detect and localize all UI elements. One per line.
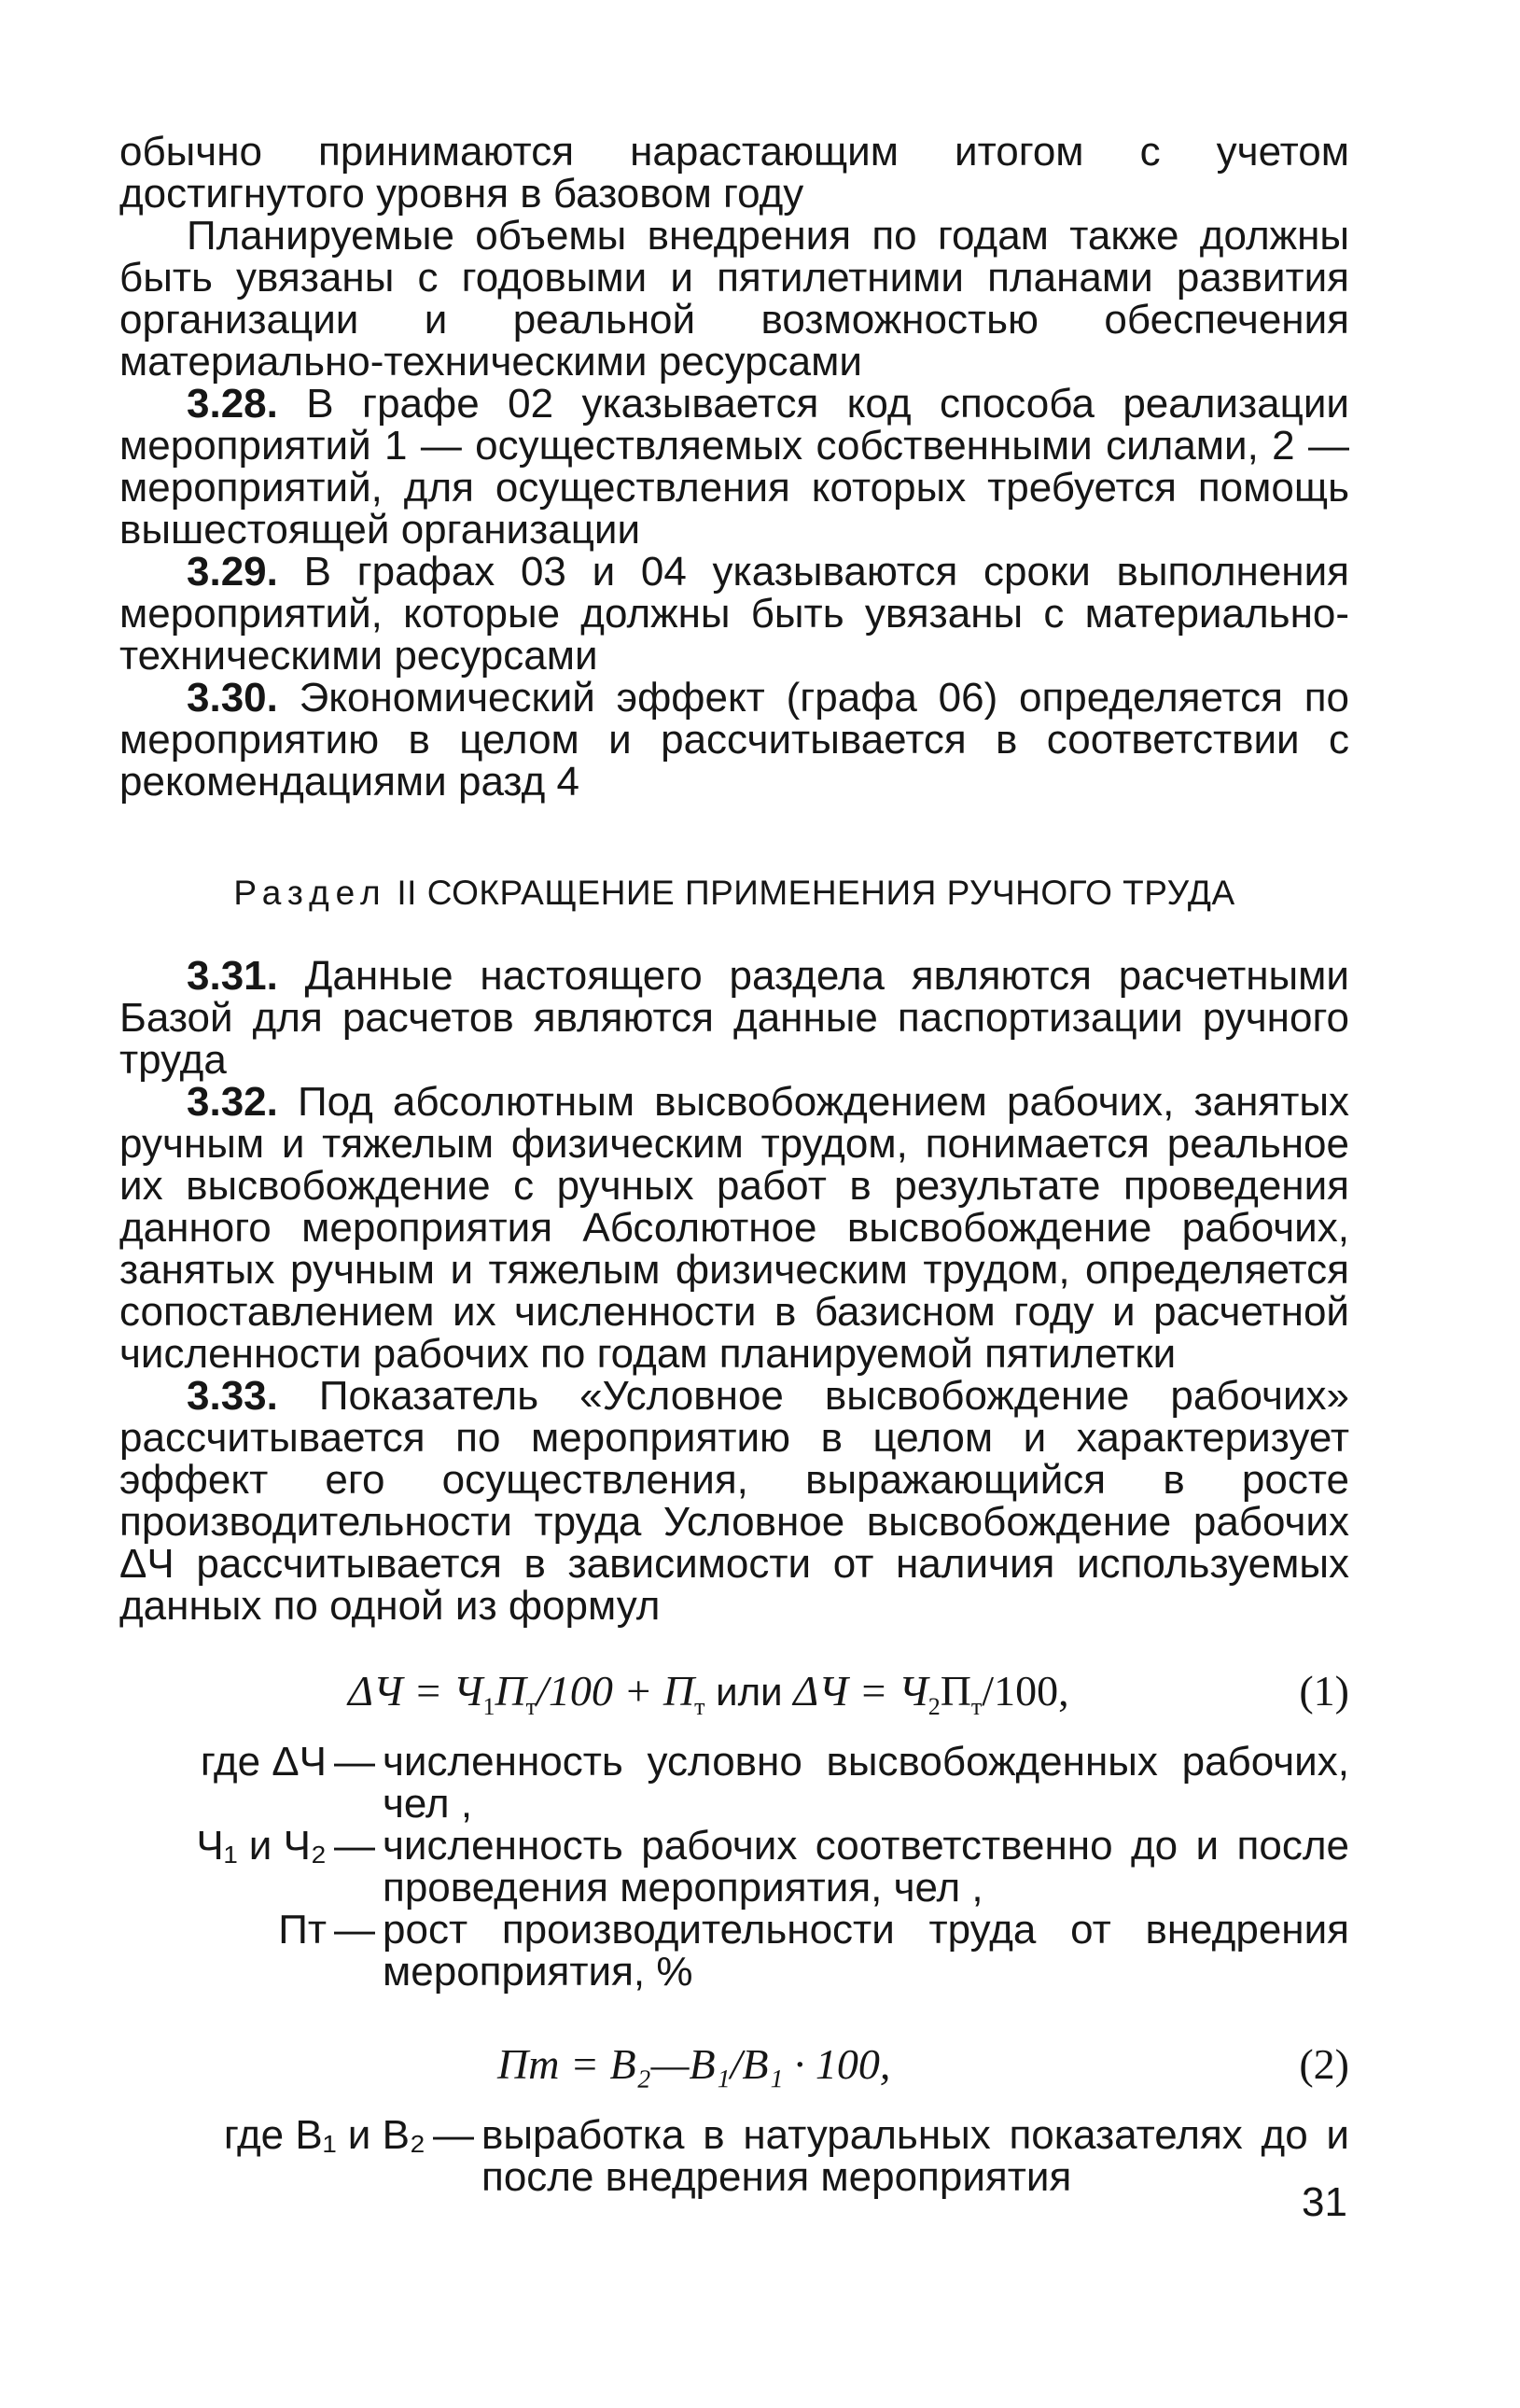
- section-prefix: Раздел: [233, 874, 387, 912]
- section-number: II: [386, 874, 427, 912]
- definition-text: численность рабочих соответственно до и после проведения мероприятия, чел ,: [383, 1823, 1349, 1911]
- clause-number: 3.29.: [187, 549, 278, 595]
- section-heading: [119, 872, 1349, 914]
- paragraph-text: Показатель «Условное высвобождение рабочих» рассчитывается по мероприятию в целом и характеризует эффект его осуществления, выражающийся в росте производительности труда Условное высвобождение рабочих ΔЧ рассчитывается в зависимости от наличия используемых данных по одной из формул: [119, 1373, 1349, 1629]
- paragraph-3-32: [119, 1081, 1349, 1375]
- clause-number: 3.32.: [187, 1079, 278, 1125]
- paragraph-3-28: [119, 383, 1349, 551]
- paragraph-text: В графе 02 указывается код способа реализации мероприятий 1 — осуществляемых собственными силами, 2 — мероприятий, для осуществления которых требуется помощь вышестоящей организации: [119, 381, 1349, 553]
- clause-number: 3.30.: [187, 675, 278, 721]
- definition-text: численность условно высвобожденных рабочих, чел ,: [383, 1739, 1349, 1827]
- paragraph-3-33: [119, 1375, 1349, 1627]
- formula-2-definitions: [146, 2114, 1349, 2198]
- paragraph-text: Экономический эффект (графа 06) определяется по мероприятию в целом и рассчитывается в соответствии с рекомендациями разд 4: [119, 675, 1349, 805]
- formula-1-expression: $\Delta Ч = Ч_1П_т/100 + П_т$ или $\Delta Ч = Ч_2П_т/100$,: [348, 1667, 1069, 1721]
- paragraph-3-30: [119, 677, 1349, 803]
- clause-number: 3.33.: [187, 1373, 278, 1419]
- paragraph-planned-volumes: Планируемые объемы внедрения по годам также должны быть увязаны с годовыми и пятилетними планами развития организации и реальной возможностью обеспечения материально-техническими ресурсами: [119, 213, 1349, 385]
- definition-row: где ΔЧ — численность условно высвобожденных рабочих, чел ,: [119, 1741, 1349, 1825]
- formula-1: [119, 1664, 1349, 1722]
- definition-term: Пт: [278, 1907, 327, 1953]
- page-number: 31: [1302, 2179, 1347, 2225]
- paragraph-text: В графах 03 и 04 указываются сроки выполнения мероприятий, которые должны быть увязаны с материально-техническими ресурсами: [119, 549, 1349, 679]
- section-title: СОКРАЩЕНИЕ ПРИМЕНЕНИЯ РУЧНОГО ТРУДА: [426, 874, 1235, 912]
- definition-row: где В₁ и В₂ — выработка в натуральных показателях до и после внедрения мероприятия: [146, 2114, 1349, 2198]
- paragraph-continuation: обычно принимаются нарастающим итогом с учетом достигнутого уровня в базовом году: [119, 129, 1349, 217]
- definition-row: Пт — рост производительности труда от внедрения мероприятия, %: [119, 1909, 1349, 1993]
- document-page: [119, 131, 1349, 2198]
- definition-text: рост производительности труда от внедрения мероприятия, %: [383, 1907, 1349, 1995]
- formula-2: [119, 2037, 1349, 2095]
- definition-term: где В₁ и В₂: [223, 2112, 425, 2158]
- definition-text: выработка в натуральных показателях до и после внедрения мероприятия: [481, 2112, 1349, 2200]
- formula-2-number: (2): [1299, 2040, 1349, 2088]
- clause-number: 3.31.: [187, 953, 278, 999]
- definition-term: Ч₁ и Ч₂: [196, 1823, 327, 1869]
- formula-1-definitions: [119, 1741, 1349, 1993]
- paragraph-text: Под абсолютным высвобождением рабочих, занятых ручным и тяжелым физическим трудом, понимается реальное их высвобождение с ручных работ в результате проведения данного мероприятия Абсолютное высвобождение рабочих, занятых ручным и тяжелым физическим трудом, определяется сопоставлением их численности в базисном году и расчетной численности рабочих по годам планируемой пятилетки: [119, 1079, 1349, 1377]
- definition-row: Ч₁ и Ч₂ — численность рабочих соответственно до и после проведения мероприятия, чел ,: [119, 1825, 1349, 1909]
- clause-number: 3.28.: [187, 381, 278, 427]
- paragraph-text: Данные настоящего раздела являются расчетными Базой для расчетов являются данные паспортизации ручного труда: [119, 953, 1349, 1083]
- paragraph-3-31: [119, 955, 1349, 1081]
- definition-term: где ΔЧ: [200, 1739, 327, 1785]
- paragraph-3-29: [119, 551, 1349, 677]
- formula-2-expression: Пт = В₂—В₁/В₁ · 100,: [497, 2040, 891, 2088]
- formula-1-number: (1): [1299, 1667, 1349, 1715]
